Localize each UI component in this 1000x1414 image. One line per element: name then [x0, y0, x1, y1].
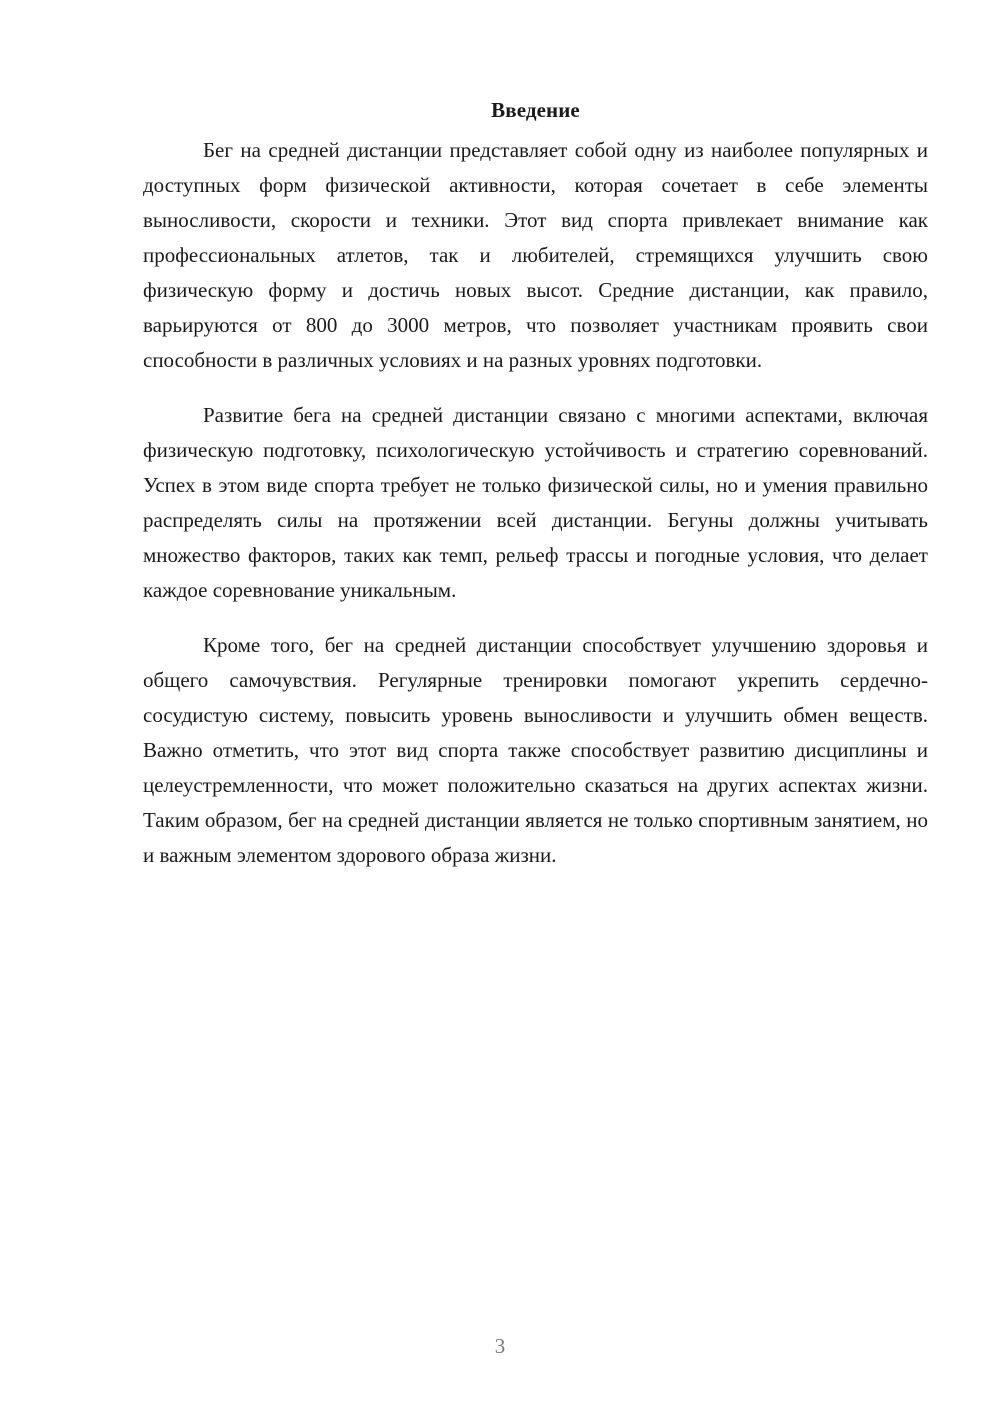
page-number: 3	[494, 1334, 506, 1358]
paragraph-2: Развитие бега на средней дистанции связано с многими аспектами, включая физическую подготовку, психологическую устойчивость и стратегию соревнований. Успех в этом виде спорта требует не только физической силы, но и умения правильно распределять силы на протяжении всей дистанции. Бегуны должны учитывать множество факторов, таких как темп, рельеф трассы и погодные условия, что делает каждое соревнование уникальным.	[143, 403, 928, 602]
paragraph-1: Бег на средней дистанции представляет собой одну из наиболее популярных и доступных форм физической активности, которая сочетает в себе элементы выносливости, скорости и техники. Этот вид спорта привлекает внимание как профессиональных атлетов, так и любителей, стремящихся улучшить свою физическую форму и достичь новых высот. Средние дистанции, как правило, варьируются от 800 до 3000 метров, что позволяет участникам проявить свои способности в различных условиях и на разных уровнях подготовки.	[143, 138, 928, 372]
paragraph-3: Кроме того, бег на средней дистанции способствует улучшению здоровья и общего самочувствия. Регулярные тренировки помогают укрепить сердечно-сосудистую систему, повысить уровень выносливости и улучшить обмен веществ. Важно отметить, что этот вид спорта также способствует развитию дисциплины и целеустремленности, что может положительно сказаться на других аспектах жизни. Таким образом, бег на средней дистанции является не только спортивным занятием, но и важным элементом здорового образа жизни.	[143, 633, 928, 867]
section-heading: Введение	[491, 98, 580, 122]
page-content	[143, 93, 928, 893]
